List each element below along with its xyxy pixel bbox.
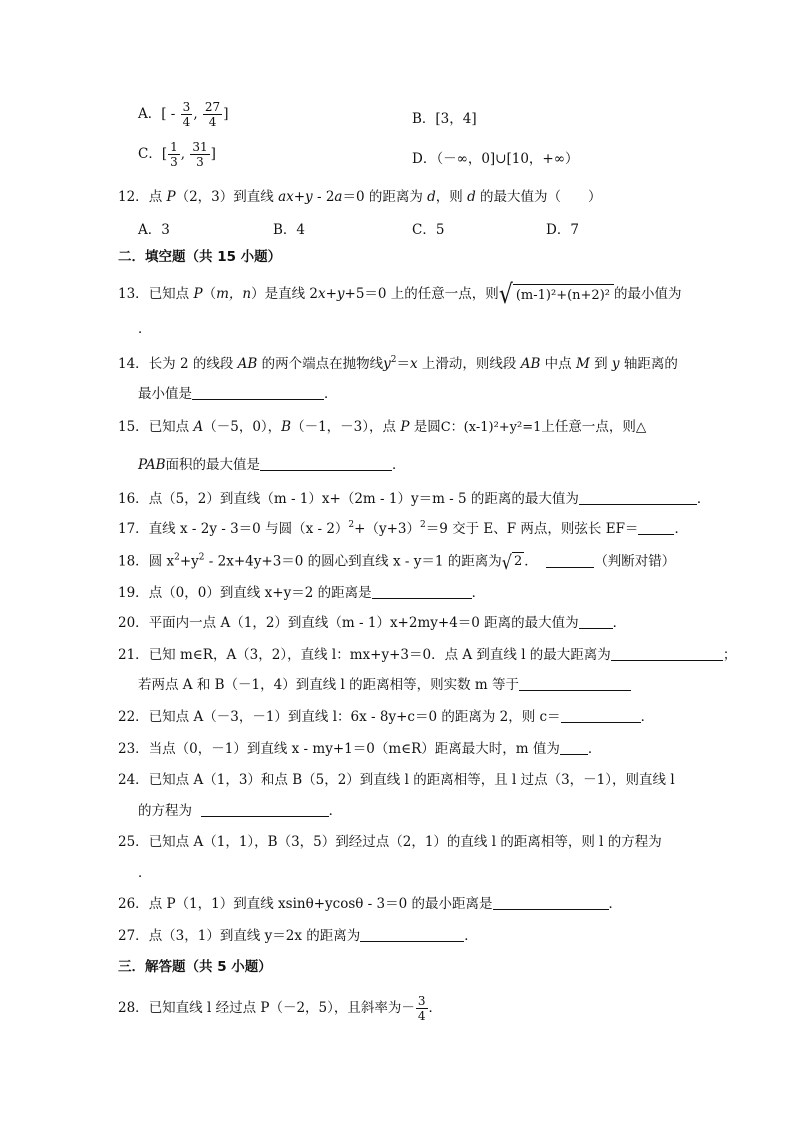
answer-blank[interactable] <box>493 895 609 910</box>
q11-option-b: B．[3，4] <box>412 111 477 127</box>
text: ． <box>587 741 602 757</box>
numerator: 1 <box>170 140 178 154</box>
question-15 <box>118 418 646 437</box>
q11-option-d: D．（－∞，0]∪[10，+∞） <box>412 151 579 167</box>
text: 已知点 A（1，3）和点 B（5，2）到直线 l 的距离相等，且 l 过点（3，－1），则直线 l <box>148 772 675 788</box>
question-number: 16． <box>118 491 149 507</box>
text: ． <box>328 803 343 819</box>
question-16 <box>118 490 710 508</box>
denominator: 4 <box>182 115 191 129</box>
answer-blank[interactable] <box>201 802 329 817</box>
var: x <box>410 356 418 372</box>
var: y <box>611 356 620 372</box>
square-root <box>502 552 524 572</box>
text: 已知点 A（－3，－1）到直线 l：6x - 8y+c＝0 的距离为 2，则 c＝ <box>148 709 561 725</box>
var: a <box>334 189 343 205</box>
circle-equation: C：(x-1)²+y²=1 <box>440 420 542 435</box>
question-number: 13． <box>118 286 149 302</box>
radicand: 2 <box>513 554 523 569</box>
question-20 <box>118 614 626 632</box>
question-13 <box>118 280 682 311</box>
fraction <box>416 994 428 1023</box>
fraction <box>190 140 209 169</box>
question-27 <box>118 927 478 945</box>
radical-sign: √ <box>498 280 513 311</box>
square-root <box>498 280 614 311</box>
numerator: 27 <box>204 100 221 114</box>
text: 点 <box>148 189 167 205</box>
text: - 2x+4y+3＝0 的圆心到直线 x - y＝1 的距离为 <box>204 553 502 570</box>
denominator: 3 <box>170 155 178 169</box>
var: P <box>400 419 410 435</box>
section-heading-fill-in: 二．填空题（共 15 小题） <box>118 249 282 265</box>
text: 点 P（1，1）到直线 xsinθ+ycosθ - 3＝0 的最小距离是 <box>148 896 493 912</box>
text: ． <box>524 553 538 570</box>
numerator: 3 <box>182 100 191 114</box>
var: x+y <box>317 286 345 302</box>
q12-option-a: A．3 <box>138 222 170 238</box>
exponent: 2 <box>390 355 397 365</box>
section-heading-solutions: 三．解答题（共 5 小题） <box>118 959 272 975</box>
exponent: 2 <box>198 552 205 563</box>
text: ，则 <box>435 189 468 205</box>
question-25 <box>118 833 662 851</box>
question-14-line2 <box>138 385 338 403</box>
text: ． <box>464 928 478 944</box>
text: 点（3，1）到直线 y＝2x 的距离为 <box>148 928 361 944</box>
question-number: 22． <box>118 709 149 725</box>
answer-blank[interactable] <box>192 385 324 400</box>
text: 当点（0，－1）到直线 x - my+1＝0（m∈R）距离最大时，m 值为 <box>148 741 560 757</box>
question-number: 26． <box>118 896 149 912</box>
text: ． <box>696 491 711 507</box>
var: AB <box>520 356 541 372</box>
text: 长为 2 的线段 <box>148 356 238 372</box>
text: ． <box>471 585 486 601</box>
question-14 <box>118 355 678 373</box>
numerator: 3 <box>417 994 426 1008</box>
text: +y <box>179 553 199 570</box>
fraction <box>181 100 193 129</box>
answer-blank[interactable] <box>519 676 631 691</box>
var: AB <box>237 356 258 372</box>
question-19 <box>118 584 485 602</box>
text: 的方程为 <box>138 803 192 819</box>
text: ． <box>324 386 338 402</box>
var: B <box>281 419 292 435</box>
question-number: 12． <box>118 189 149 205</box>
radical-sign: √ <box>501 551 512 574</box>
text: 最小值是 <box>138 386 192 402</box>
denominator: 3 <box>196 155 204 169</box>
question-number: 21． <box>118 647 149 663</box>
question-number: 20． <box>118 615 149 631</box>
numerator: 31 <box>192 140 208 154</box>
bracket: ] <box>210 146 216 162</box>
question-number: 27． <box>118 928 149 944</box>
text: 的最小值为 <box>613 286 682 302</box>
text: - 2 <box>312 189 335 205</box>
text: +5＝0 上的任意一点，则 <box>344 286 499 302</box>
text: 到 <box>589 356 612 372</box>
q11-option-a <box>138 100 228 129</box>
q11-option-c <box>138 140 216 169</box>
answer-blank[interactable] <box>372 584 472 599</box>
text: 直线 x - 2y - 3＝0 与圆（x - 2） <box>148 521 349 537</box>
question-number: 14． <box>118 356 149 372</box>
question-12 <box>118 188 602 206</box>
text: （－1，－3），点 <box>291 419 401 435</box>
text: ． <box>392 457 406 473</box>
answer-blank[interactable] <box>360 927 464 942</box>
denominator: 4 <box>417 1009 426 1023</box>
text: ． <box>612 615 627 631</box>
question-number: 23． <box>118 741 149 757</box>
text: 上任意一点，则△ <box>541 419 647 435</box>
text: ； <box>722 647 737 663</box>
separator: , <box>193 106 198 122</box>
var: P <box>193 286 203 302</box>
text: 点（5，2）到直线（m - 1）x+（2m - 1）y＝m - 5 的距离的最大值为 <box>148 491 579 507</box>
question-number: 25． <box>118 834 149 850</box>
var: PAB <box>138 457 166 473</box>
text: ． <box>428 1000 443 1016</box>
text: （－5，0）， <box>203 419 282 435</box>
answer-blank[interactable] <box>560 740 588 755</box>
question-number: 15． <box>118 419 149 435</box>
text: 已知点 <box>148 419 194 435</box>
text: 已知点 <box>148 286 194 302</box>
text: 轴距离的 <box>619 356 678 372</box>
var: A <box>193 419 204 435</box>
text: 的两个端点在抛物线 <box>257 356 384 372</box>
exponent: 2 <box>348 520 355 530</box>
text: 平面内一点 A（1，2）到直线（m - 1）x+2my+4＝0 距离的最大值为 <box>148 615 579 631</box>
option-label: A．[ - <box>138 106 176 122</box>
text: ＝0 的距离为 <box>342 189 428 205</box>
text: ＝ <box>396 356 410 372</box>
question-23 <box>118 740 601 758</box>
text: 面积的最大值是 <box>165 457 261 473</box>
question-number: 17． <box>118 521 149 537</box>
q12-option-d: D．7 <box>546 222 579 238</box>
answer-blank[interactable] <box>638 520 674 535</box>
exponent: 2 <box>420 520 426 530</box>
var: y <box>383 356 391 372</box>
denominator: 4 <box>208 115 217 129</box>
var: M <box>575 356 590 372</box>
text: （2，3）到直线 <box>175 189 279 205</box>
question-25-line2: ． <box>138 865 152 881</box>
exponent: 2 <box>174 552 180 563</box>
question-13-line2: ． <box>138 321 152 337</box>
question-24-line2 <box>138 802 342 820</box>
text: ． <box>608 896 623 912</box>
answer-blank[interactable] <box>579 614 613 629</box>
q12-option-c: C．5 <box>412 222 445 238</box>
answer-blank[interactable] <box>546 553 594 568</box>
question-22 <box>118 708 654 726</box>
text: ＝9 交于 E、F 两点，则弦长 EF＝ <box>425 521 639 537</box>
text: 中点 <box>540 356 576 372</box>
question-17 <box>118 520 688 538</box>
question-21 <box>118 646 736 664</box>
question-number: 28． <box>118 1000 149 1016</box>
text: 已知直线 l 经过点 P（－2，5），且斜率为－ <box>148 1000 415 1016</box>
answer-blank[interactable] <box>260 456 392 471</box>
var: P <box>166 189 176 205</box>
question-number: 19． <box>118 585 149 601</box>
var: d <box>427 189 436 205</box>
fraction <box>203 100 222 129</box>
question-number: 24． <box>118 772 149 788</box>
var: ax+y <box>278 189 313 205</box>
question-18 <box>118 552 675 572</box>
text: 已知点 A（1，1），B（3，5）到经过点（2，1）的直线 l 的距离相等，则 l 的方程为 <box>148 834 662 850</box>
var: m，n <box>216 286 252 302</box>
text: ）是直线 2 <box>251 286 318 302</box>
question-15-line2 <box>138 456 406 474</box>
text: +（y+3） <box>354 521 420 537</box>
question-24 <box>118 771 675 789</box>
separator: , <box>180 146 186 162</box>
answer-blank[interactable] <box>561 708 641 723</box>
text: ． <box>640 709 655 725</box>
answer-blank[interactable] <box>579 490 697 505</box>
text: 圆 x <box>148 553 175 570</box>
var: d <box>467 189 476 205</box>
q12-option-b: B．4 <box>273 222 306 238</box>
option-label: C．[ <box>138 146 168 162</box>
text: 点（0，0）到直线 x+y＝2 的距离是 <box>148 585 372 601</box>
text: 是圆 <box>409 419 441 435</box>
question-26 <box>118 895 622 913</box>
answer-blank[interactable] <box>611 646 723 661</box>
fraction <box>168 140 180 169</box>
question-28 <box>118 994 442 1023</box>
text: 已知 m∈R，A（3，2），直线 l：mx+y+3＝0．点 A 到直线 l 的最大距离为 <box>148 647 611 663</box>
text: 若两点 A 和 B（－1，4）到直线 l 的距离相等，则实数 m 等于 <box>138 677 520 693</box>
text: （ <box>202 286 217 302</box>
question-number: 18． <box>118 553 149 570</box>
text: ． <box>674 521 688 537</box>
text: （判断对错） <box>594 553 676 570</box>
bracket: ] <box>223 106 229 122</box>
radicand: (m-1)²+(n+2)² <box>513 284 614 305</box>
text: 的最大值为（ ） <box>475 189 602 205</box>
text: 上滑动，则线段 <box>417 356 521 372</box>
question-21-line2 <box>138 676 631 694</box>
